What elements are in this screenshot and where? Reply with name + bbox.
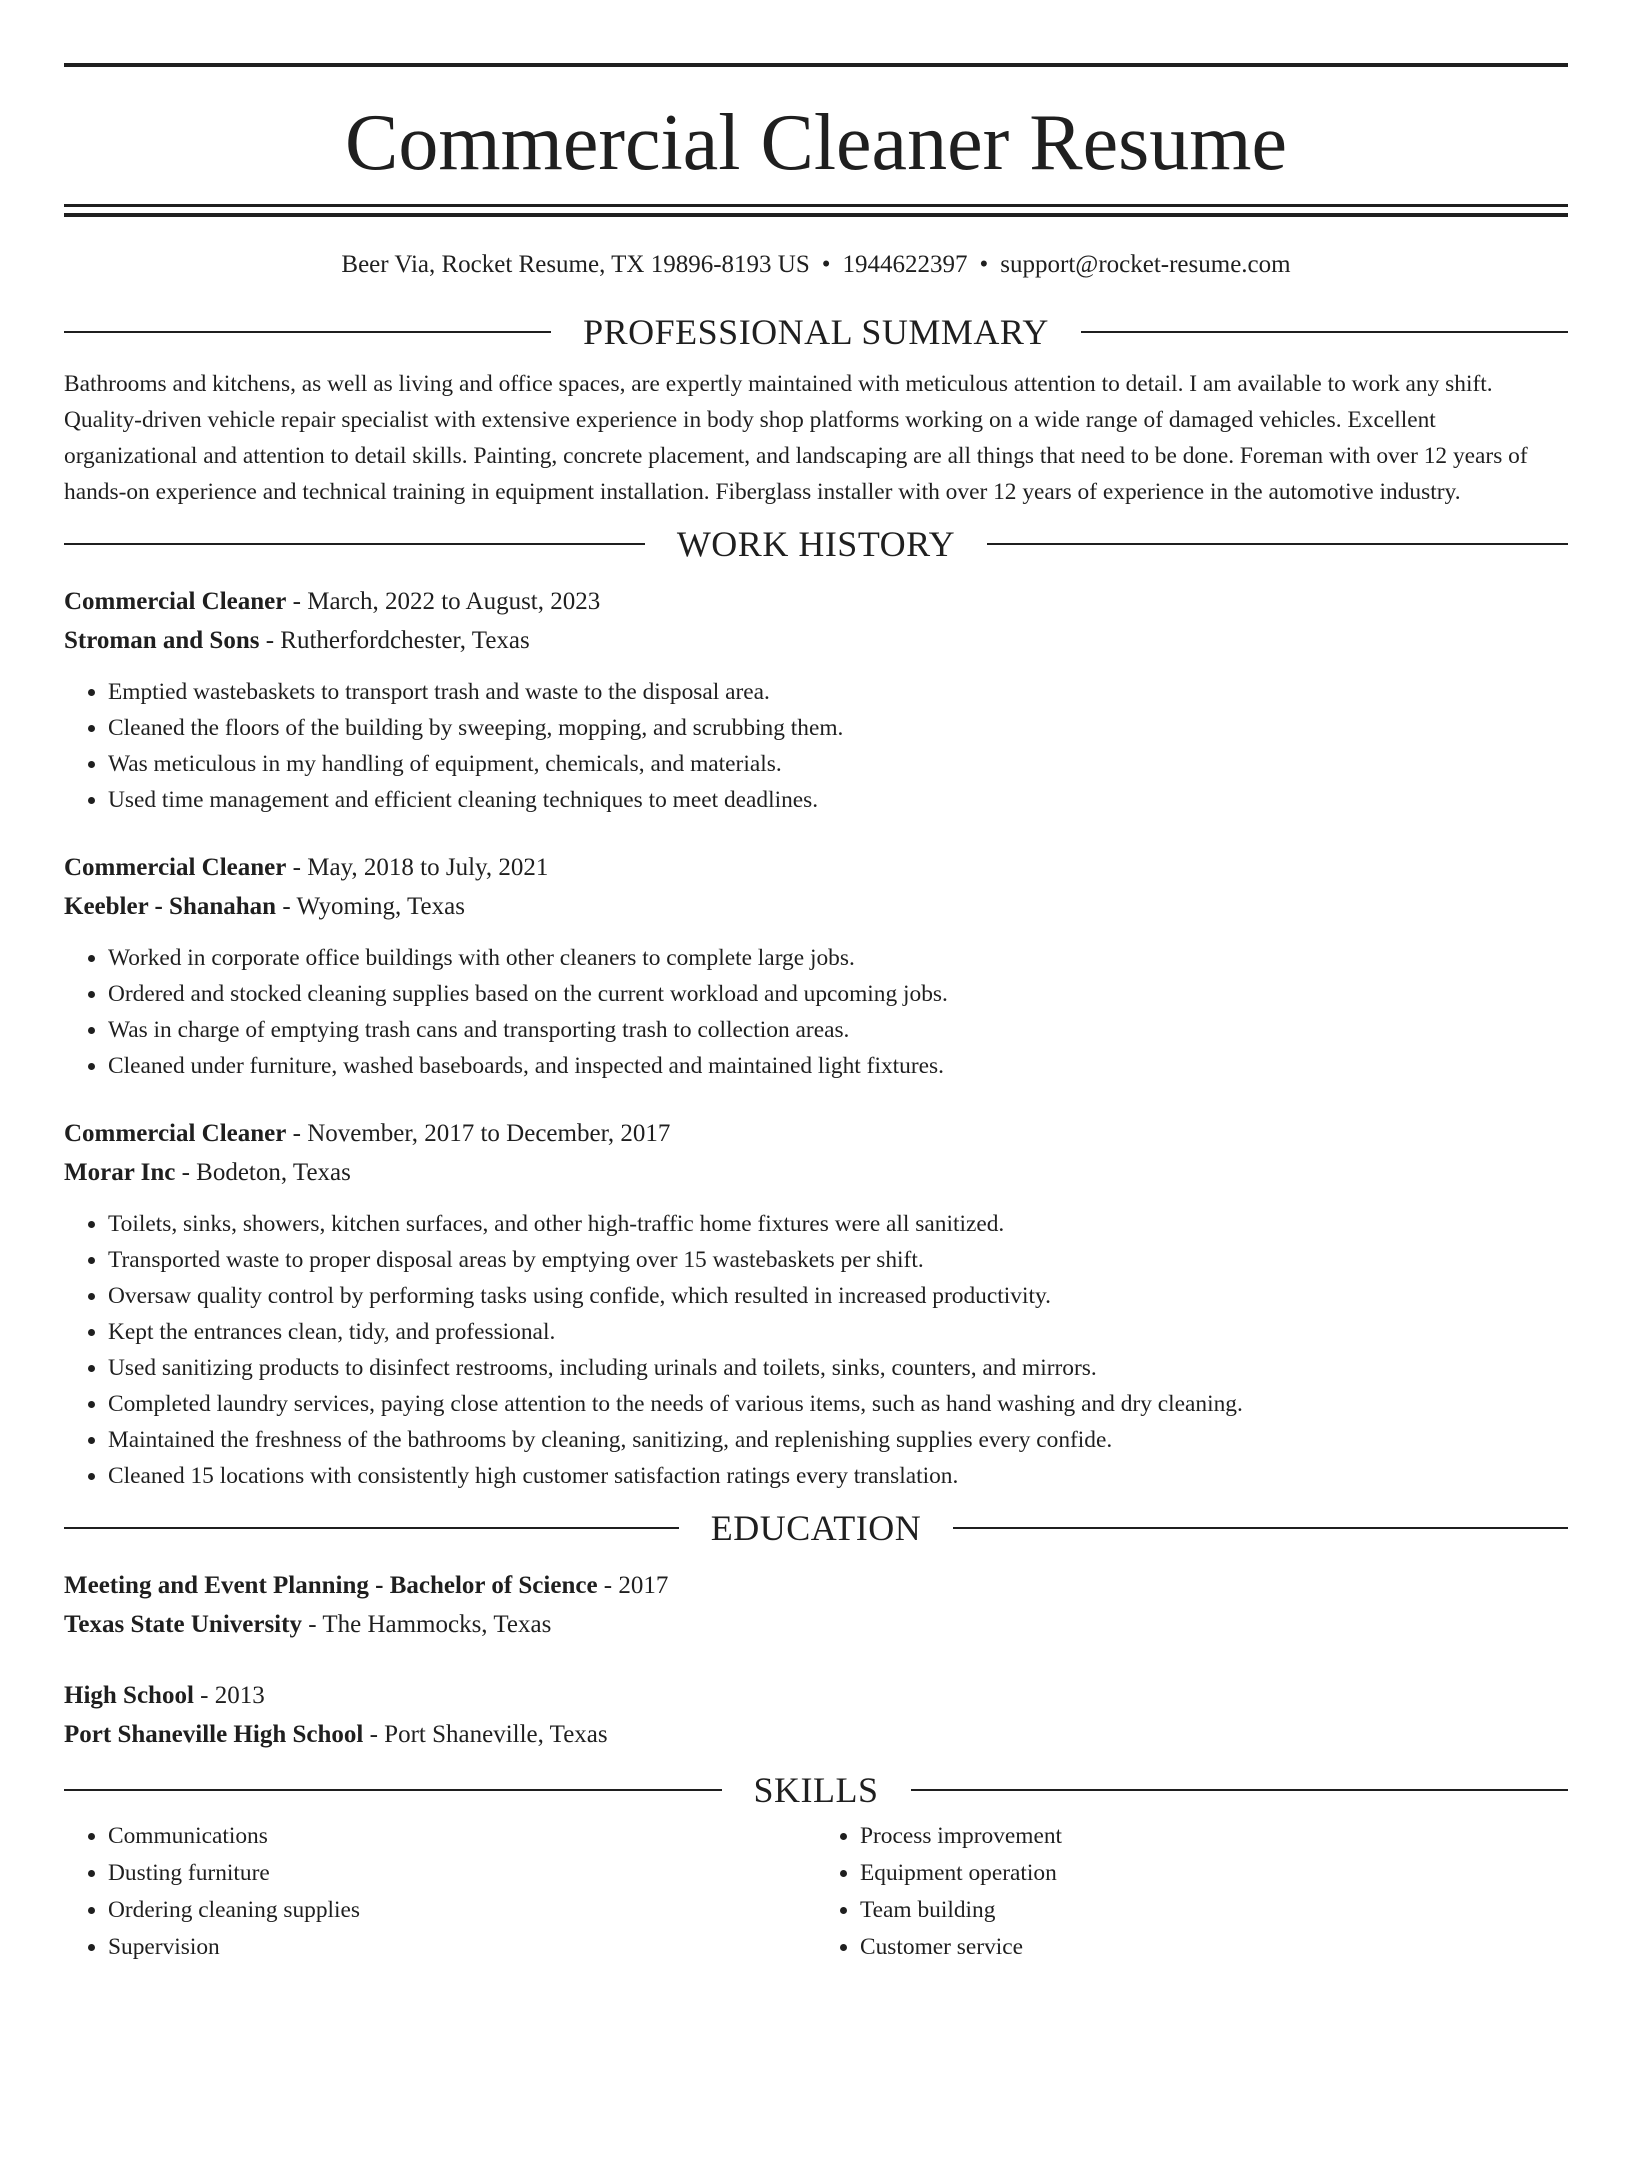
divider bbox=[64, 331, 551, 333]
education-degree: Meeting and Event Planning - Bachelor of Science bbox=[64, 1572, 598, 1599]
job-duty: • Ordered and stocked cleaning supplies based on the current workload and upcoming jobs. bbox=[108, 976, 1568, 1012]
job-duties bbox=[64, 674, 1568, 818]
divider bbox=[953, 1527, 1568, 1529]
education-degree: High School bbox=[64, 1682, 194, 1709]
job-location: - Bodeton, Texas bbox=[175, 1159, 351, 1186]
education-location: - Port Shaneville, Texas bbox=[363, 1721, 608, 1748]
top-rule bbox=[64, 63, 1568, 67]
education-entry bbox=[64, 1676, 1568, 1754]
job-duty: • Kept the entrances clean, tidy, and professional. bbox=[108, 1314, 1568, 1350]
job-duties bbox=[64, 940, 1568, 1084]
job-company: Morar Inc bbox=[64, 1159, 176, 1186]
section-title: SKILLS bbox=[753, 1770, 879, 1810]
education-heading bbox=[64, 1508, 1568, 1548]
skill-item: • Ordering cleaning supplies bbox=[108, 1892, 816, 1929]
skills-list bbox=[64, 1818, 1568, 1966]
skill-item: • Supervision bbox=[108, 1929, 816, 1966]
job-duty: • Maintained the freshness of the bathrooms by cleaning, sanitizing, and replenishing supplies every confide. bbox=[108, 1422, 1568, 1458]
job-location: - Rutherfordchester, Texas bbox=[259, 627, 530, 654]
job-entry bbox=[64, 848, 1568, 1084]
skill-item: • Dusting furniture bbox=[108, 1855, 816, 1892]
job-duty: • Oversaw quality control by performing tasks using confide, which resulted in increased productivity. bbox=[108, 1278, 1568, 1314]
job-title-line bbox=[64, 848, 1568, 887]
skill-item: • Communications bbox=[108, 1818, 816, 1855]
job-company-line bbox=[64, 621, 1568, 660]
section-title: PROFESSIONAL SUMMARY bbox=[583, 312, 1049, 352]
job-title: Commercial Cleaner bbox=[64, 854, 287, 881]
job-title-line bbox=[64, 1114, 1568, 1153]
job-duty: • Cleaned the floors of the building by sweeping, mopping, and scrubbing them. bbox=[108, 710, 1568, 746]
education-entry bbox=[64, 1566, 1568, 1644]
resume-page bbox=[0, 63, 1632, 2175]
contact-email: support@rocket-resume.com bbox=[1000, 251, 1291, 278]
job-duty: • Cleaned under furniture, washed baseboards, and inspected and maintained light fixtures. bbox=[108, 1048, 1568, 1084]
skills-heading bbox=[64, 1770, 1568, 1810]
education-school: Port Shaneville High School bbox=[64, 1721, 364, 1748]
job-location: - Wyoming, Texas bbox=[276, 893, 465, 920]
contact-separator: • bbox=[821, 251, 831, 278]
skill-item: • Team building bbox=[860, 1892, 1568, 1929]
education-year: - 2017 bbox=[597, 1572, 669, 1599]
education-location: - The Hammocks, Texas bbox=[301, 1611, 552, 1638]
education-school-line bbox=[64, 1605, 1568, 1644]
title-double-rule bbox=[64, 204, 1568, 217]
job-title: Commercial Cleaner bbox=[64, 1120, 287, 1147]
skill-item: • Customer service bbox=[860, 1929, 1568, 1966]
job-entry bbox=[64, 582, 1568, 818]
section-title: WORK HISTORY bbox=[676, 524, 956, 564]
contact-phone: 1944622397 bbox=[842, 251, 968, 278]
divider bbox=[911, 1789, 1569, 1791]
skill-item: • Process improvement bbox=[860, 1818, 1568, 1855]
skills-column-right bbox=[816, 1818, 1568, 1966]
summary-text: Bathrooms and kitchens, as well as living and office spaces, are expertly maintained with meticulous attention to detail. I am available to work any shift. Quality-driven vehicle repair specialist with extensive experience in body shop platforms working on a wide range of damaged vehicles. Excellent organizational and attention to detail skills. Painting, concrete placement, and landscaping are all things that need to be done. Foreman with over 12 years of hands-on experience and technical training in equipment installation. Fiberglass installer with over 12 years of experience in the automotive industry. bbox=[64, 371, 1528, 505]
job-duty: • Was meticulous in my handling of equipment, chemicals, and materials. bbox=[108, 746, 1568, 782]
job-entry bbox=[64, 1114, 1568, 1494]
skills-column-left bbox=[64, 1818, 816, 1966]
divider bbox=[987, 543, 1568, 545]
job-duty: • Used time management and efficient cleaning techniques to meet deadlines. bbox=[108, 782, 1568, 818]
job-duties bbox=[64, 1206, 1568, 1494]
job-duty: • Emptied wastebaskets to transport trash and waste to the disposal area. bbox=[108, 674, 1568, 710]
job-dates: - May, 2018 to July, 2021 bbox=[286, 854, 549, 881]
work-history-heading bbox=[64, 524, 1568, 564]
job-duty: • Completed laundry services, paying close attention to the needs of various items, such as hand washing and dry cleaning. bbox=[108, 1386, 1568, 1422]
education-degree-line bbox=[64, 1566, 1568, 1605]
job-dates: - March, 2022 to August, 2023 bbox=[286, 588, 601, 615]
job-company: Keebler - Shanahan bbox=[64, 893, 277, 920]
divider bbox=[64, 1789, 722, 1791]
education-year: - 2013 bbox=[193, 1682, 265, 1709]
job-duty: • Transported waste to proper disposal areas by emptying over 15 wastebaskets per shift. bbox=[108, 1242, 1568, 1278]
job-company-line bbox=[64, 887, 1568, 926]
job-dates: - November, 2017 to December, 2017 bbox=[286, 1120, 671, 1147]
contact-address: Beer Via, Rocket Resume, TX 19896-8193 US bbox=[341, 251, 810, 278]
education-school: Texas State University bbox=[64, 1611, 302, 1638]
job-company: Stroman and Sons bbox=[64, 627, 260, 654]
education-school-line bbox=[64, 1715, 1568, 1754]
divider bbox=[64, 1527, 679, 1529]
divider bbox=[64, 543, 645, 545]
education-degree-line bbox=[64, 1676, 1568, 1715]
resume-title: Commercial Cleaner Resume bbox=[345, 99, 1287, 187]
job-company-line bbox=[64, 1153, 1568, 1192]
divider bbox=[1081, 331, 1568, 333]
summary-heading bbox=[64, 312, 1568, 352]
job-duty: • Was in charge of emptying trash cans and transporting trash to collection areas. bbox=[108, 1012, 1568, 1048]
job-duty: • Toilets, sinks, showers, kitchen surfaces, and other high-traffic home fixtures were all sanitized. bbox=[108, 1206, 1568, 1242]
job-duty: • Used sanitizing products to disinfect restrooms, including urinals and toilets, sinks, counters, and mirrors. bbox=[108, 1350, 1568, 1386]
contact-line bbox=[64, 252, 1568, 282]
skill-item: • Equipment operation bbox=[860, 1855, 1568, 1892]
job-title: Commercial Cleaner bbox=[64, 588, 287, 615]
contact-separator: • bbox=[979, 251, 989, 278]
job-duty: • Cleaned 15 locations with consistently high customer satisfaction ratings every translation. bbox=[108, 1458, 1568, 1494]
job-title-line bbox=[64, 582, 1568, 621]
section-title: EDUCATION bbox=[710, 1508, 922, 1548]
job-duty: • Worked in corporate office buildings with other cleaners to complete large jobs. bbox=[108, 940, 1568, 976]
